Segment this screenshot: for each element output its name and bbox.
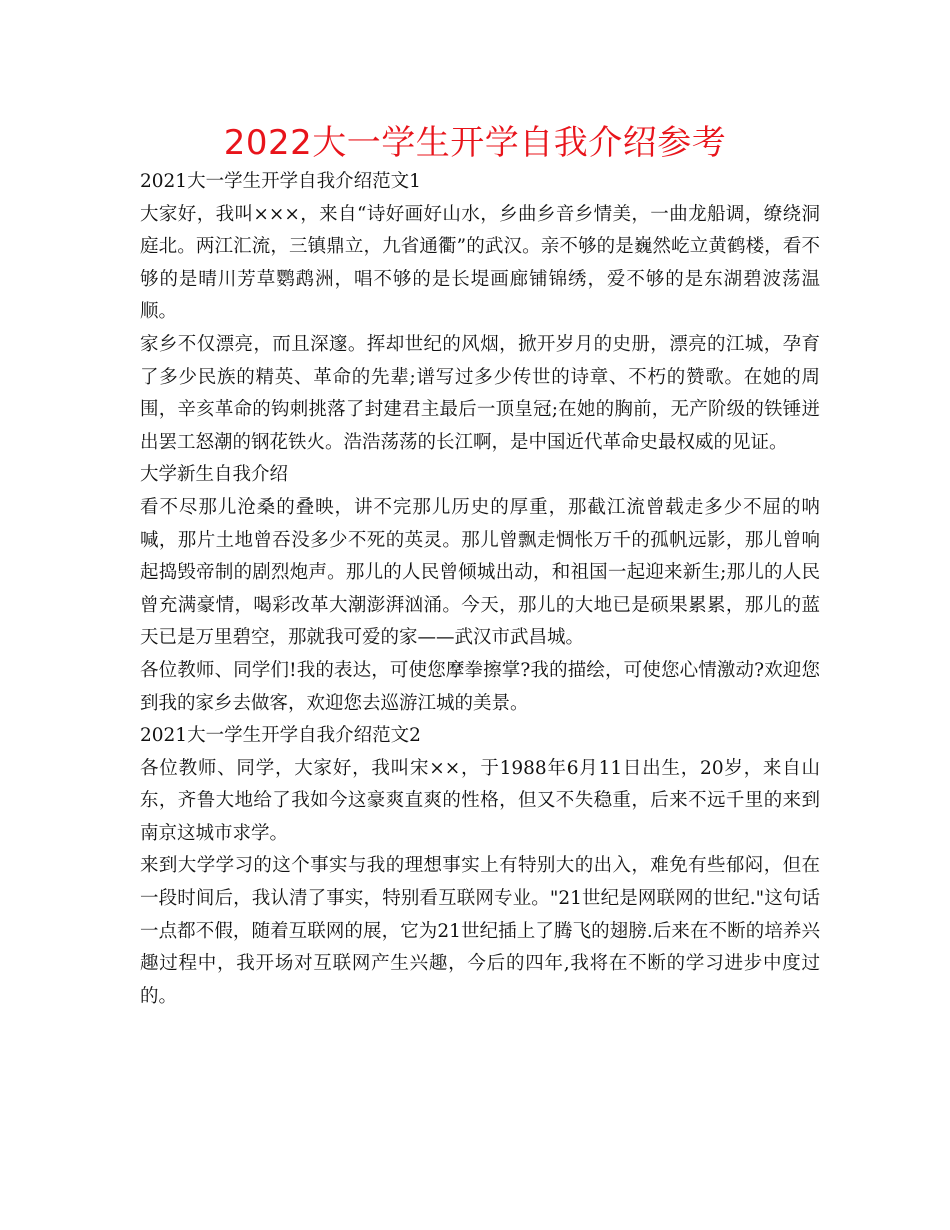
- document-body: [140, 166, 820, 1013]
- body-paragraph: 各位教师、同学们!我的表达，可使您摩拳擦掌?我的描绘，可使您心情激动?欢迎您到我的家乡去做客，欢迎您去巡游江城的美景。: [140, 659, 820, 714]
- body-paragraph: 来到大学学习的这个事实与我的理想事实上有特别大的出入，难免有些郁闷，但在一段时间后，我认清了事实，特别看互联网专业。"21世纪是网联网的世纪."这句话一点都不假，随着互联网的展，它为21世纪插上了腾飞的翅膀.后来在不断的培养兴趣过程中，我开场对互联网产生兴趣，今后的四年,我将在不断的学习进步中度过的。: [140, 855, 820, 1007]
- body-paragraph: 看不尽那儿沧桑的叠映，讲不完那儿历史的厚重，那截江流曾载走多少不屈的呐喊，那片土地曾吞没多少不死的英灵。那儿曾飘走惆怅万千的孤帆远影，那儿曾响起捣毁帝制的剧烈炮声。那儿的人民曾倾城出动，和祖国一起迎来新生;那儿的人民曾充满豪情，喝彩改革大潮澎湃汹涌。今天，那儿的大地已是硕果累累，那儿的蓝天已是万里碧空，那就我可爱的家——武汉市武昌城。: [140, 496, 820, 649]
- body-paragraph: 各位教师、同学，大家好，我叫宋××，于1988年6月11日出生，20岁，来自山东，齐鲁大地给了我如今这豪爽直爽的性格，但又不失稳重，后来不远千里的来到南京这城市求学。: [140, 757, 820, 844]
- section-heading: 大学新生自我介绍: [140, 464, 289, 486]
- section-heading: 2021大一学生开学自我介绍范文2: [140, 725, 421, 747]
- body-paragraph: 大家好，我叫×××，来自“诗好画好山水，乡曲乡音乡情美，一曲龙船调，缭绕洞庭北。两江汇流，三镇鼎立，九省通衢”的武汉。亲不够的是巍然屹立黄鹤楼，看不够的是晴川芳草鹦鹉洲，唱不够的是长堤画廊铺锦绣，爱不够的是东湖碧波荡温顺。: [140, 203, 820, 323]
- body-paragraph: 家乡不仅漂亮，而且深邃。挥却世纪的风烟，掀开岁月的史册，漂亮的江城，孕育了多少民族的精英、革命的先辈;谱写过多少传世的诗章、不朽的赞歌。在她的周围，辛亥革命的钩刺挑落了封建君主最后一顶皇冠;在她的胸前，无产阶级的铁锤迸出罢工怒潮的钢花铁火。浩浩荡荡的长江啊，是中国近代革命史最权威的见证。: [140, 333, 820, 453]
- document-title: 2022大一学生开学自我介绍参考: [223, 123, 727, 163]
- section-heading: 2021大一学生开学自我介绍范文1: [140, 171, 421, 192]
